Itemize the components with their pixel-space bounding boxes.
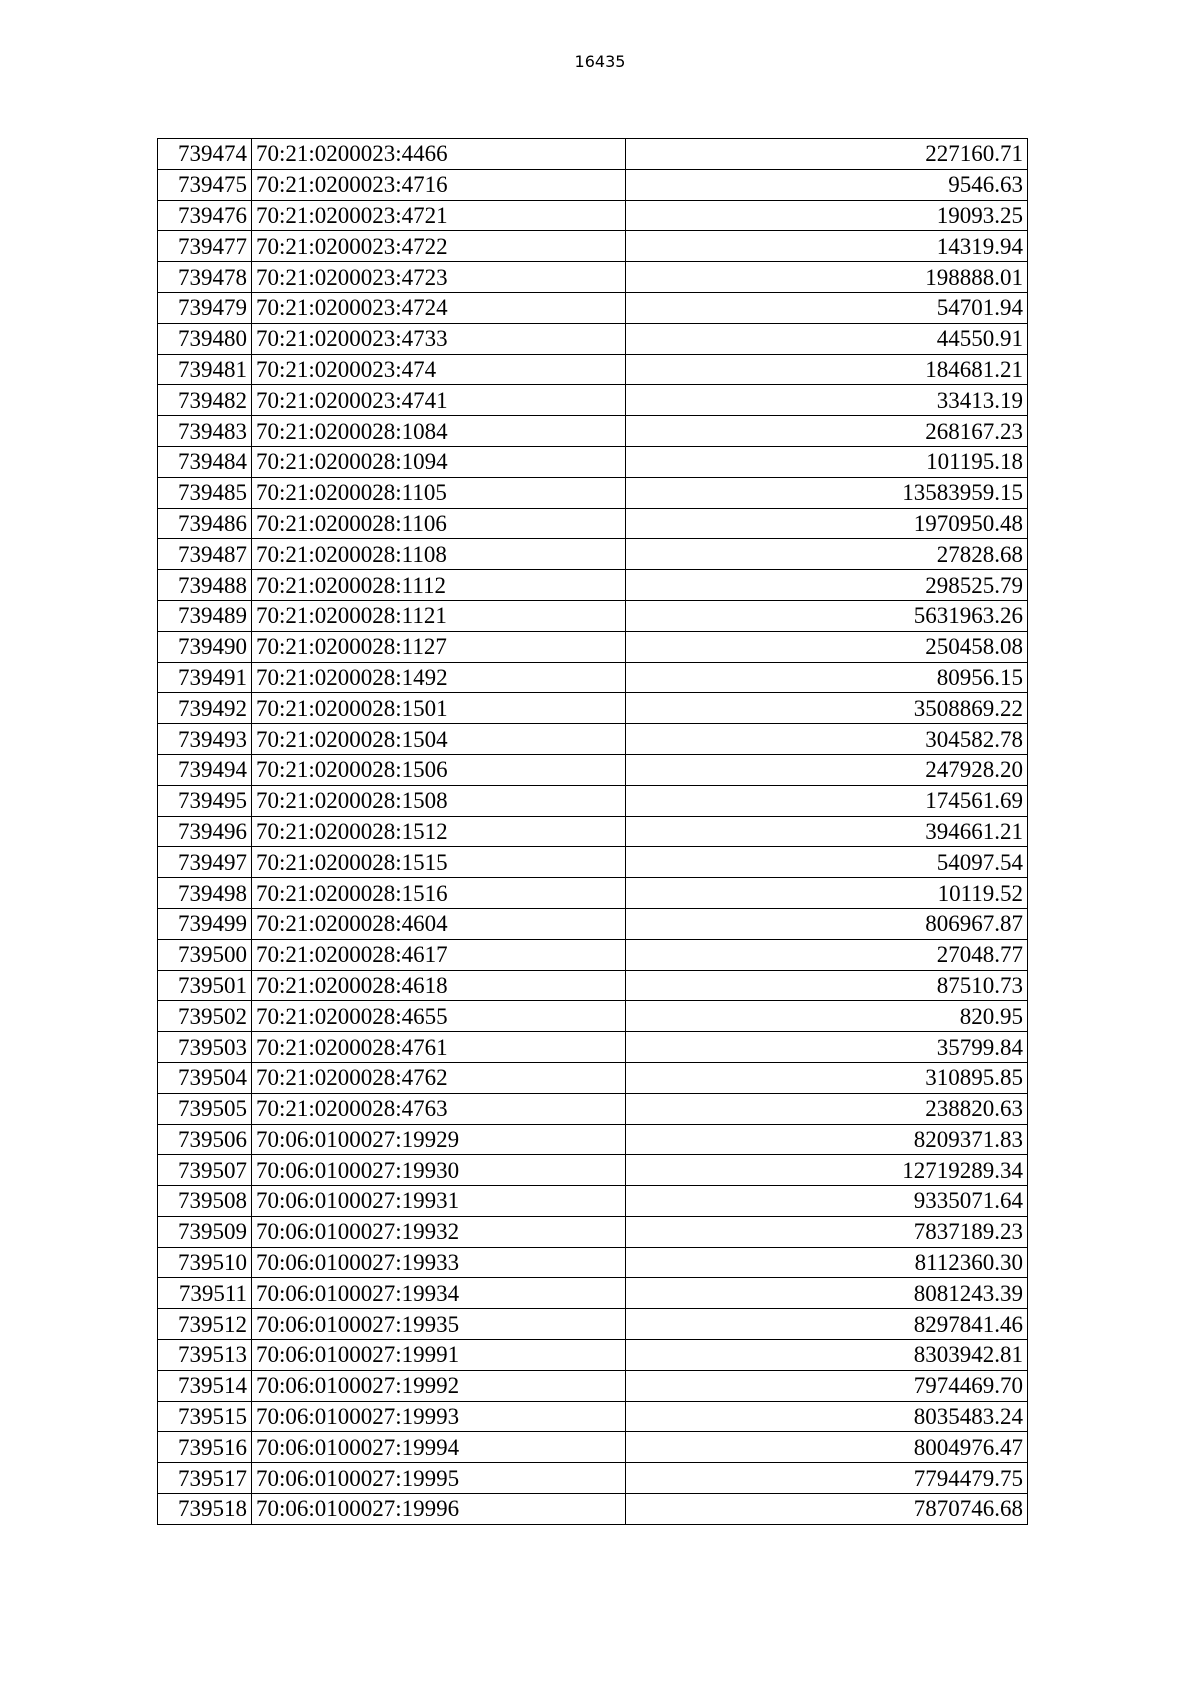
value-cell: 8297841.46 <box>626 1309 1028 1340</box>
table-row <box>158 908 1028 939</box>
cadastral-value-table <box>157 138 1028 1525</box>
cadastral-number-cell: 70:21:0200028:1506 <box>252 754 626 785</box>
row-id-cell: 739517 <box>158 1463 252 1494</box>
cadastral-number-cell: 70:06:0100027:19935 <box>252 1309 626 1340</box>
value-cell: 27048.77 <box>626 939 1028 970</box>
table-row <box>158 1032 1028 1063</box>
cadastral-number-cell: 70:06:0100027:19934 <box>252 1278 626 1309</box>
value-cell: 247928.20 <box>626 754 1028 785</box>
value-cell: 1970950.48 <box>626 508 1028 539</box>
row-id-cell: 739486 <box>158 508 252 539</box>
cadastral-number-cell: 70:06:0100027:19996 <box>252 1494 626 1525</box>
table-row <box>158 292 1028 323</box>
row-id-cell: 739481 <box>158 354 252 385</box>
value-cell: 806967.87 <box>626 908 1028 939</box>
value-cell: 8209371.83 <box>626 1124 1028 1155</box>
table-row <box>158 262 1028 293</box>
table-row <box>158 508 1028 539</box>
value-cell: 87510.73 <box>626 970 1028 1001</box>
row-id-cell: 739515 <box>158 1401 252 1432</box>
cadastral-number-cell: 70:21:0200028:1094 <box>252 446 626 477</box>
row-id-cell: 739491 <box>158 662 252 693</box>
row-id-cell: 739488 <box>158 570 252 601</box>
table-row <box>158 416 1028 447</box>
table-row <box>158 1186 1028 1217</box>
cadastral-number-cell: 70:21:0200028:4655 <box>252 1001 626 1032</box>
cadastral-number-cell: 70:06:0100027:19930 <box>252 1155 626 1186</box>
row-id-cell: 739480 <box>158 323 252 354</box>
row-id-cell: 739510 <box>158 1247 252 1278</box>
table-body <box>158 139 1028 1525</box>
row-id-cell: 739487 <box>158 539 252 570</box>
cadastral-number-cell: 70:21:0200028:4604 <box>252 908 626 939</box>
row-id-cell: 739513 <box>158 1340 252 1371</box>
cadastral-number-cell: 70:21:0200028:1516 <box>252 878 626 909</box>
cadastral-number-cell: 70:06:0100027:19993 <box>252 1401 626 1432</box>
cadastral-number-cell: 70:21:0200028:1508 <box>252 785 626 816</box>
cadastral-number-cell: 70:06:0100027:19995 <box>252 1463 626 1494</box>
value-cell: 8081243.39 <box>626 1278 1028 1309</box>
row-id-cell: 739497 <box>158 847 252 878</box>
value-cell: 14319.94 <box>626 231 1028 262</box>
table-row <box>158 1216 1028 1247</box>
table-row <box>158 1309 1028 1340</box>
cadastral-number-cell: 70:21:0200023:4741 <box>252 385 626 416</box>
row-id-cell: 739484 <box>158 446 252 477</box>
table-row <box>158 446 1028 477</box>
table-row <box>158 323 1028 354</box>
value-cell: 184681.21 <box>626 354 1028 385</box>
value-cell: 13583959.15 <box>626 477 1028 508</box>
cadastral-number-cell: 70:21:0200028:1084 <box>252 416 626 447</box>
value-cell: 12719289.34 <box>626 1155 1028 1186</box>
table-row <box>158 878 1028 909</box>
value-cell: 54701.94 <box>626 292 1028 323</box>
table-row <box>158 570 1028 601</box>
table-row <box>158 1494 1028 1525</box>
cadastral-number-cell: 70:21:0200023:4716 <box>252 169 626 200</box>
table-row <box>158 539 1028 570</box>
cadastral-number-cell: 70:21:0200023:4466 <box>252 139 626 170</box>
value-cell: 227160.71 <box>626 139 1028 170</box>
value-cell: 298525.79 <box>626 570 1028 601</box>
table-row <box>158 231 1028 262</box>
value-cell: 19093.25 <box>626 200 1028 231</box>
value-cell: 7974469.70 <box>626 1370 1028 1401</box>
row-id-cell: 739496 <box>158 816 252 847</box>
table-row <box>158 1062 1028 1093</box>
table-row <box>158 1401 1028 1432</box>
value-cell: 7837189.23 <box>626 1216 1028 1247</box>
cadastral-number-cell: 70:21:0200028:1492 <box>252 662 626 693</box>
cadastral-number-cell: 70:06:0100027:19994 <box>252 1432 626 1463</box>
table-row <box>158 169 1028 200</box>
cadastral-number-cell: 70:21:0200028:4761 <box>252 1032 626 1063</box>
table-row <box>158 970 1028 1001</box>
page-number: 16435 <box>574 52 626 71</box>
value-cell: 35799.84 <box>626 1032 1028 1063</box>
row-id-cell: 739504 <box>158 1062 252 1093</box>
table-row <box>158 631 1028 662</box>
row-id-cell: 739492 <box>158 693 252 724</box>
row-id-cell: 739495 <box>158 785 252 816</box>
value-cell: 8035483.24 <box>626 1401 1028 1432</box>
row-id-cell: 739493 <box>158 724 252 755</box>
cadastral-number-cell: 70:21:0200028:1515 <box>252 847 626 878</box>
value-cell: 44550.91 <box>626 323 1028 354</box>
value-cell: 9546.63 <box>626 169 1028 200</box>
cadastral-number-cell: 70:21:0200023:474 <box>252 354 626 385</box>
table-row <box>158 724 1028 755</box>
row-id-cell: 739494 <box>158 754 252 785</box>
cadastral-number-cell: 70:21:0200023:4723 <box>252 262 626 293</box>
table-row <box>158 754 1028 785</box>
value-cell: 238820.63 <box>626 1093 1028 1124</box>
row-id-cell: 739476 <box>158 200 252 231</box>
value-cell: 7870746.68 <box>626 1494 1028 1525</box>
value-cell: 820.95 <box>626 1001 1028 1032</box>
cadastral-number-cell: 70:21:0200028:1112 <box>252 570 626 601</box>
table-row <box>158 1001 1028 1032</box>
value-cell: 268167.23 <box>626 416 1028 447</box>
row-id-cell: 739489 <box>158 600 252 631</box>
row-id-cell: 739475 <box>158 169 252 200</box>
value-cell: 54097.54 <box>626 847 1028 878</box>
cadastral-number-cell: 70:06:0100027:19933 <box>252 1247 626 1278</box>
table-row <box>158 1463 1028 1494</box>
cadastral-number-cell: 70:21:0200028:1105 <box>252 477 626 508</box>
row-id-cell: 739518 <box>158 1494 252 1525</box>
cadastral-number-cell: 70:21:0200023:4722 <box>252 231 626 262</box>
table-row <box>158 385 1028 416</box>
table-row <box>158 1340 1028 1371</box>
cadastral-number-cell: 70:21:0200028:4617 <box>252 939 626 970</box>
table-row <box>158 600 1028 631</box>
row-id-cell: 739506 <box>158 1124 252 1155</box>
value-cell: 8112360.30 <box>626 1247 1028 1278</box>
value-cell: 10119.52 <box>626 878 1028 909</box>
cadastral-number-cell: 70:21:0200028:1501 <box>252 693 626 724</box>
cadastral-number-cell: 70:06:0100027:19991 <box>252 1340 626 1371</box>
row-id-cell: 739479 <box>158 292 252 323</box>
value-cell: 174561.69 <box>626 785 1028 816</box>
row-id-cell: 739478 <box>158 262 252 293</box>
row-id-cell: 739485 <box>158 477 252 508</box>
cadastral-number-cell: 70:21:0200023:4724 <box>252 292 626 323</box>
cadastral-number-cell: 70:21:0200028:1106 <box>252 508 626 539</box>
value-cell: 101195.18 <box>626 446 1028 477</box>
table-row <box>158 354 1028 385</box>
table-row <box>158 662 1028 693</box>
value-cell: 5631963.26 <box>626 600 1028 631</box>
cadastral-number-cell: 70:21:0200028:1127 <box>252 631 626 662</box>
row-id-cell: 739500 <box>158 939 252 970</box>
value-cell: 310895.85 <box>626 1062 1028 1093</box>
cadastral-number-cell: 70:06:0100027:19929 <box>252 1124 626 1155</box>
table-row <box>158 1093 1028 1124</box>
value-cell: 250458.08 <box>626 631 1028 662</box>
row-id-cell: 739516 <box>158 1432 252 1463</box>
value-cell: 198888.01 <box>626 262 1028 293</box>
row-id-cell: 739514 <box>158 1370 252 1401</box>
row-id-cell: 739511 <box>158 1278 252 1309</box>
cadastral-number-cell: 70:06:0100027:19992 <box>252 1370 626 1401</box>
table-row <box>158 477 1028 508</box>
row-id-cell: 739512 <box>158 1309 252 1340</box>
cadastral-number-cell: 70:21:0200028:4763 <box>252 1093 626 1124</box>
row-id-cell: 739499 <box>158 908 252 939</box>
row-id-cell: 739507 <box>158 1155 252 1186</box>
value-cell: 80956.15 <box>626 662 1028 693</box>
row-id-cell: 739477 <box>158 231 252 262</box>
table-row <box>158 139 1028 170</box>
cadastral-number-cell: 70:21:0200023:4721 <box>252 200 626 231</box>
row-id-cell: 739482 <box>158 385 252 416</box>
row-id-cell: 739474 <box>158 139 252 170</box>
row-id-cell: 739483 <box>158 416 252 447</box>
row-id-cell: 739503 <box>158 1032 252 1063</box>
value-cell: 27828.68 <box>626 539 1028 570</box>
cadastral-number-cell: 70:21:0200028:4762 <box>252 1062 626 1093</box>
value-cell: 3508869.22 <box>626 693 1028 724</box>
table-row <box>158 816 1028 847</box>
cadastral-number-cell: 70:21:0200023:4733 <box>252 323 626 354</box>
value-cell: 9335071.64 <box>626 1186 1028 1217</box>
row-id-cell: 739508 <box>158 1186 252 1217</box>
row-id-cell: 739509 <box>158 1216 252 1247</box>
table-row <box>158 1155 1028 1186</box>
value-cell: 8004976.47 <box>626 1432 1028 1463</box>
cadastral-number-cell: 70:21:0200028:1504 <box>252 724 626 755</box>
row-id-cell: 739501 <box>158 970 252 1001</box>
row-id-cell: 739502 <box>158 1001 252 1032</box>
table-row <box>158 1432 1028 1463</box>
cadastral-number-cell: 70:06:0100027:19932 <box>252 1216 626 1247</box>
table-row <box>158 939 1028 970</box>
value-cell: 8303942.81 <box>626 1340 1028 1371</box>
cadastral-number-cell: 70:21:0200028:1121 <box>252 600 626 631</box>
table-row <box>158 693 1028 724</box>
value-cell: 33413.19 <box>626 385 1028 416</box>
table-row <box>158 1247 1028 1278</box>
table-row <box>158 1278 1028 1309</box>
value-cell: 304582.78 <box>626 724 1028 755</box>
table-row <box>158 785 1028 816</box>
cadastral-number-cell: 70:06:0100027:19931 <box>252 1186 626 1217</box>
table-row <box>158 1370 1028 1401</box>
row-id-cell: 739505 <box>158 1093 252 1124</box>
value-cell: 394661.21 <box>626 816 1028 847</box>
table-row <box>158 847 1028 878</box>
table-row <box>158 200 1028 231</box>
table-row <box>158 1124 1028 1155</box>
row-id-cell: 739498 <box>158 878 252 909</box>
cadastral-number-cell: 70:21:0200028:1108 <box>252 539 626 570</box>
value-cell: 7794479.75 <box>626 1463 1028 1494</box>
cadastral-number-cell: 70:21:0200028:4618 <box>252 970 626 1001</box>
cadastral-number-cell: 70:21:0200028:1512 <box>252 816 626 847</box>
row-id-cell: 739490 <box>158 631 252 662</box>
